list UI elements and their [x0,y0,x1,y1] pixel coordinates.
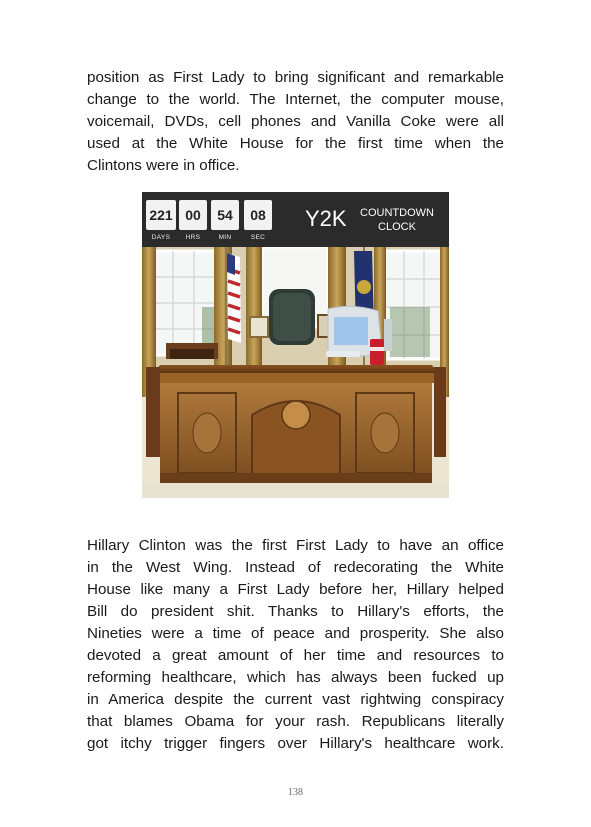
office-chair [269,289,315,345]
oval-office-figure [142,192,449,498]
countdown-title-line: CLOCK [378,221,416,233]
hours-label: HRS [185,234,201,241]
text-line: position as First Lady to bring significant and remarkable [87,69,504,86]
minutes-value: 54 [211,200,239,230]
body-paragraph-1 [87,67,504,177]
resolute-desk [154,365,438,483]
text-line: that blames Obama for your rash. Republicans literally [87,713,504,730]
y2k-logo: Y2K [305,206,347,231]
days-label: DAYS [151,234,171,241]
minutes-label: MIN [218,234,232,241]
text-line: Bill do president shit. Thanks to Hillary's efforts, the [87,603,504,620]
countdown-title-line: COUNTDOWN [360,207,434,219]
coke-can [370,339,384,365]
text-line: in America despite the current vast rightwing conspiracy [87,691,504,708]
page-number: 138 [288,787,303,798]
text-line: reforming healthcare, which has always been fucked up [87,669,504,686]
text-line: Hillary Clinton was the first First Lady to have an office [87,537,504,554]
y2k-countdown-banner [142,192,449,247]
text-line: voicemail, DVDs, cell phones and Vanilla Coke were all [87,113,504,130]
countdown-title [355,206,439,234]
oval-office-photo [142,247,449,498]
hours-value: 00 [179,200,207,230]
seconds-label: SEC [250,234,266,241]
body-paragraph-2 [87,535,504,755]
days-value: 221 [146,200,176,230]
text-line: change to the world. The Internet, the computer mouse, [87,91,504,108]
text-line: House like many a First Lady before her, Hillary helped [87,581,504,598]
text-line: in the West Wing. Instead of redecorating the White [87,559,504,576]
text-line: used at the White House for the first time when the [87,135,504,152]
text-line: devoted a great amount of her time and resources to [87,647,504,664]
text-line: Nineties were a time of peace and prosperity. She also [87,625,504,642]
text-line: got itchy trigger fingers over Hillary's healthcare work. [87,735,504,752]
seconds-value: 08 [244,200,272,230]
text-line: Clintons were in office. [87,157,240,174]
